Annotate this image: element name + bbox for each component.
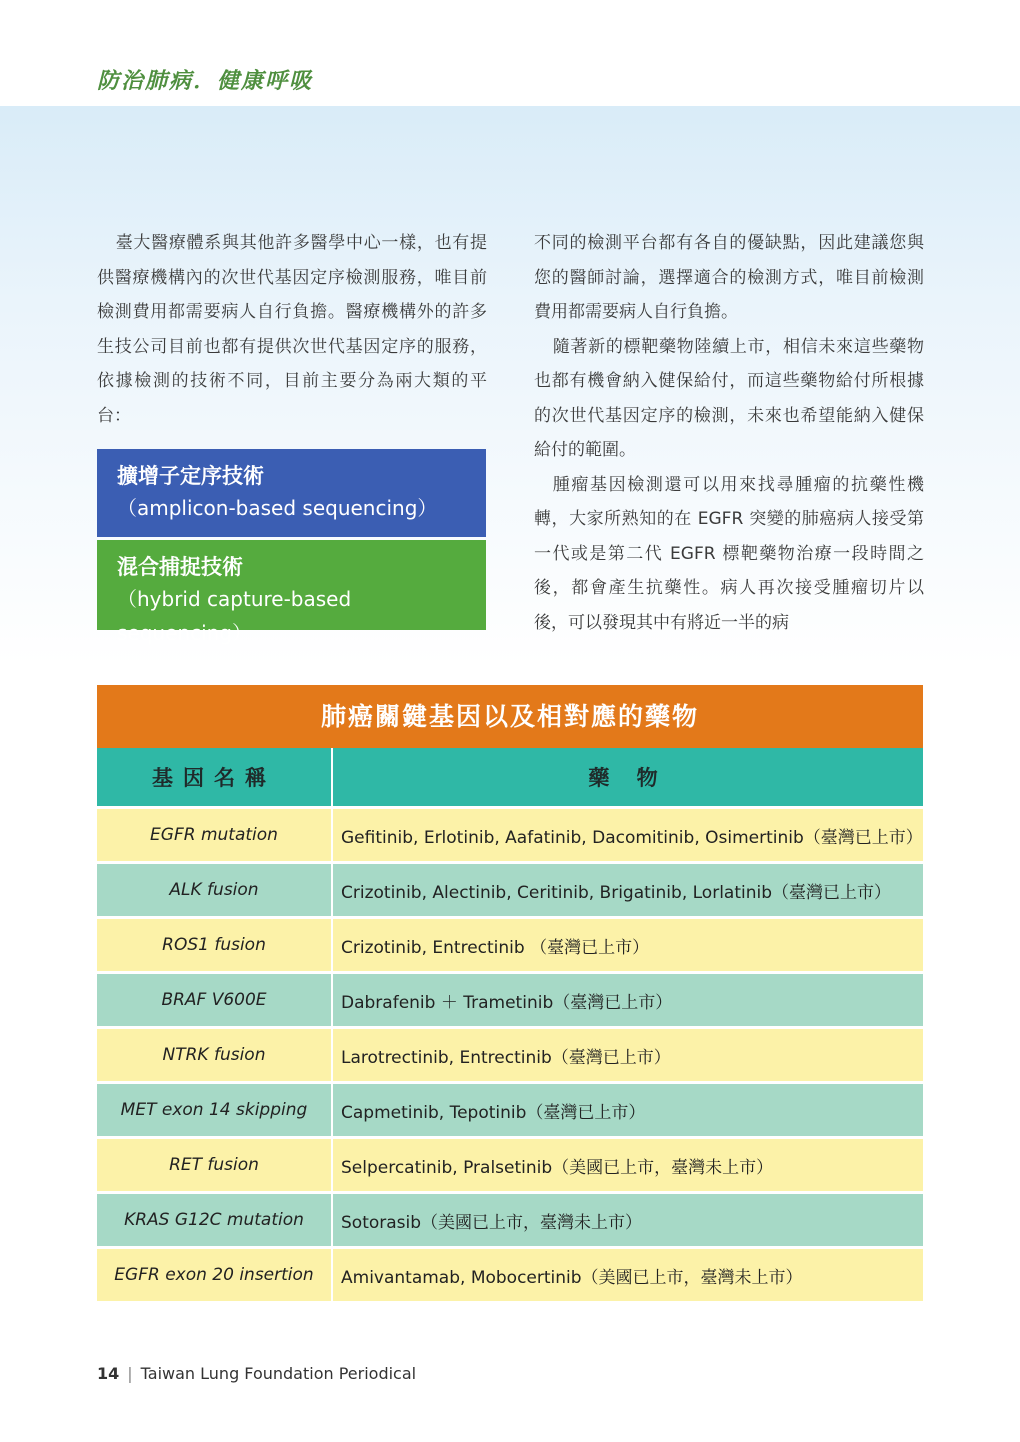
left-paragraph: 臺大醫療體系與其他許多醫學中心一樣，也有提供醫療機構內的次世代基因定序檢測服務，唯目前檢測費用都需要病人自行負擔。醫療機構外的許多生技公司目前也都有提供次世代基因定序的服務，依據檢測的技術不同，目前主要分為兩大類的平台： bbox=[97, 233, 487, 426]
page-number: 14 bbox=[97, 1364, 120, 1383]
platform-name-en: （hybrid capture-based sequencing） bbox=[117, 587, 352, 645]
header-gene: 基因名稱 bbox=[97, 748, 332, 808]
platform-name-en: （amplicon-based sequencing） bbox=[117, 496, 438, 520]
gene-drug-grid bbox=[97, 748, 923, 1304]
table-row bbox=[97, 1138, 923, 1193]
platform-box-hybrid bbox=[97, 540, 486, 645]
table-row bbox=[97, 973, 923, 1028]
footer-separator: | bbox=[127, 1364, 133, 1383]
drug-cell: Sotorasib（美國已上市，臺灣未上市） bbox=[332, 1193, 923, 1248]
periodical-name: Taiwan Lung Foundation Periodical bbox=[140, 1364, 417, 1383]
drug-cell: Capmetinib, Tepotinib（臺灣已上市） bbox=[332, 1083, 923, 1138]
table-row bbox=[97, 1248, 923, 1303]
drug-cell: Amivantamab, Mobocertinib（美國已上市，臺灣未上市） bbox=[332, 1248, 923, 1303]
drug-cell: Selpercatinib, Pralsetinib（美國已上市，臺灣未上市） bbox=[332, 1138, 923, 1193]
gene-cell: EGFR mutation bbox=[97, 808, 332, 863]
gene-drug-table bbox=[97, 685, 923, 1304]
table-title: 肺癌關鍵基因以及相對應的藥物 bbox=[97, 685, 923, 748]
drug-cell: Dabrafenib ＋ Trametinib（臺灣已上市） bbox=[332, 973, 923, 1028]
gene-cell: KRAS G12C mutation bbox=[97, 1193, 332, 1248]
table-header-row bbox=[97, 748, 923, 808]
platform-box-amplicon bbox=[97, 449, 486, 537]
right-paragraph-3: 腫瘤基因檢測還可以用來找尋腫瘤的抗藥性機轉，大家所熟知的在 EGFR 突變的肺癌病人接受第一代或是第二代 EGFR 標靶藥物治療一段時間之後，都會產生抗藥性。病人再次接受腫瘤切片以後，可以發現其中有將近一半的病 bbox=[534, 474, 924, 633]
gene-cell: BRAF V600E bbox=[97, 973, 332, 1028]
drug-cell: Crizotinib, Entrectinib （臺灣已上市） bbox=[332, 918, 923, 973]
gene-cell: MET exon 14 skipping bbox=[97, 1083, 332, 1138]
gene-cell: ROS1 fusion bbox=[97, 918, 332, 973]
gene-cell: EGFR exon 20 insertion bbox=[97, 1248, 332, 1303]
drug-cell: Crizotinib, Alectinib, Ceritinib, Brigatinib, Lorlatinib（臺灣已上市） bbox=[332, 863, 923, 918]
page-header bbox=[0, 0, 1020, 107]
table-row bbox=[97, 1083, 923, 1138]
table-row bbox=[97, 1028, 923, 1083]
table-row bbox=[97, 1193, 923, 1248]
header-title: 防治肺病．健康呼吸 bbox=[97, 68, 314, 94]
gene-cell: RET fusion bbox=[97, 1138, 332, 1193]
table-row bbox=[97, 863, 923, 918]
right-paragraph-1: 不同的檢測平台都有各自的優缺點，因此建議您與您的醫師討論，選擇適合的檢測方式，唯目前檢測費用都需要病人自行負擔。 bbox=[534, 233, 924, 322]
drug-cell: Larotrectinib, Entrectinib（臺灣已上市） bbox=[332, 1028, 923, 1083]
table-row bbox=[97, 918, 923, 973]
gene-cell: NTRK fusion bbox=[97, 1028, 332, 1083]
platform-name-zh: 混合捕捉技術 bbox=[117, 555, 243, 579]
table-row bbox=[97, 808, 923, 863]
right-column bbox=[534, 226, 924, 640]
drug-cell: Gefitinib, Erlotinib, Aafatinib, Dacomitinib, Osimertinib（臺灣已上市） bbox=[332, 808, 923, 863]
left-column bbox=[97, 226, 487, 433]
right-paragraph-2: 隨著新的標靶藥物陸續上市，相信未來這些藥物也都有機會納入健保給付，而這些藥物給付所根據的次世代基因定序的檢測，未來也希望能納入健保給付的範圍。 bbox=[534, 336, 924, 460]
header-drug: 藥 物 bbox=[332, 748, 923, 808]
platform-name-zh: 擴增子定序技術 bbox=[117, 464, 264, 488]
gene-cell: ALK fusion bbox=[97, 863, 332, 918]
page-footer bbox=[97, 1364, 416, 1383]
